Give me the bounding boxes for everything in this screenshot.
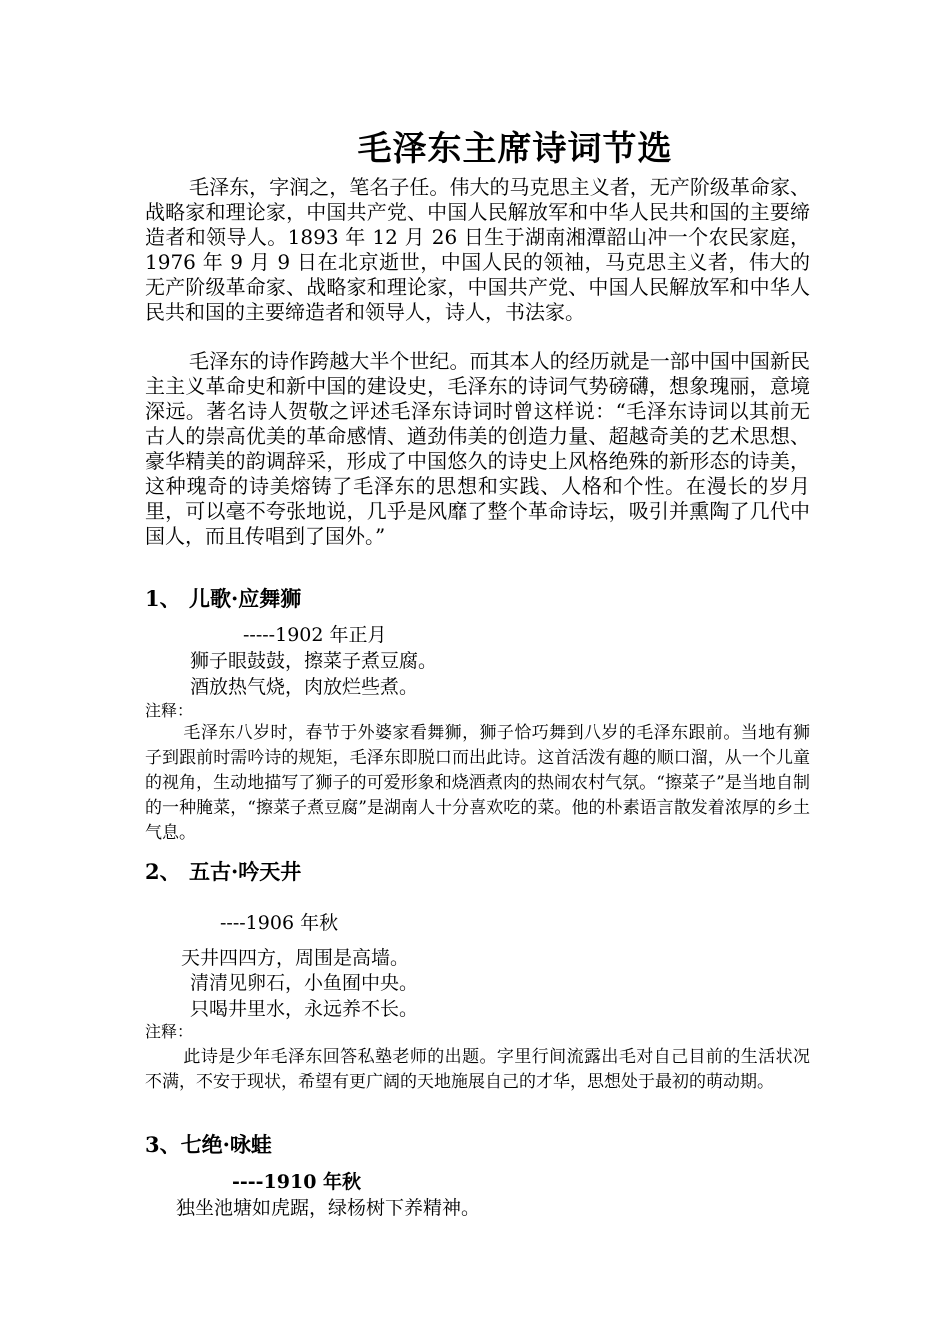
poem-2-title: 五古·吟天井 [189,859,302,884]
poem-2-note-text: 此诗是少年毛泽东回答私塾老师的出题。字里行间流露出毛对自己目前的生活状况不满，不安于现状，希望有更广阔的天地施展自己的才华，思想处于最初的萌动期。 [145,1047,810,1092]
poem-1-line-2: 酒放热气烧，肉放烂些煮。 [190,676,419,698]
poem-2-note [145,1045,810,1095]
intro-paragraph-2-text: 毛泽东的诗作跨越大半个世纪。而其本人的经历就是一部中国中国新民主主义革命史和新中国的建设史，毛泽东的诗词气势磅礴，想象瑰丽，意境深远。著名诗人贺敬之评述毛泽东诗词时曾这样说：“毛泽东诗词以其前无古人的崇高优美的革命感情、遒劲伟美的创造力量、超越奇美的艺术思想、豪华精美的韵调辞采，形成了中国悠久的诗史上风格绝殊的新形态的诗美，这种瑰奇的诗美熔铸了毛泽东的思想和实践、人格和个性。在漫长的岁月里，可以毫不夸张地说，几乎是风靡了整个革命诗坛，吸引并熏陶了几代中国人，而且传唱到了国外。” [145,349,810,548]
poem-2-line-1: 天井四四方，周围是高墙。 [181,947,410,969]
intro-paragraph-2 [145,349,810,549]
intro-paragraph-1-text: 毛泽东，字润之，笔名子任。伟大的马克思主义者，无产阶级革命家、战略家和理论家，中国共产党、中国人民解放军和中华人民共和国的主要缔造者和领导人。1893 年 12 月 26 日生于湖南湘潭韶山冲一个农民家庭，1976 年 9 月 9 日在北京逝世，中国人民的领袖，马克思主义者，伟大的无产阶级革命家、战略家和理论家，中国共产党、中国人民解放军和中华人民共和国的主要缔造者和领导人，诗人，书法家。 [145,175,810,324]
poem-1-line-1: 狮子眼鼓鼓，擦菜子煮豆腐。 [190,650,438,672]
poem-1-number: 1、 [145,586,181,611]
poem-3-number: 3、 [145,1132,181,1157]
poem-1-title: 儿歌·应舞狮 [189,586,302,611]
poem-3-line-1: 独坐池塘如虎踞，绿杨树下养精神。 [176,1197,481,1219]
poem-1-note [145,721,810,846]
poem-1-heading [145,584,301,614]
poem-2-heading [145,857,301,887]
poem-1-date: -----1902 年正月 [243,624,387,646]
poem-2-date: ----1906 年秋 [220,912,339,934]
poem-2-line-3: 只喝井里水，永远养不长。 [190,998,419,1020]
poem-3-heading [145,1130,272,1160]
poem-3-title: 七绝·咏蛙 [180,1132,272,1157]
poem-2-number: 2、 [145,859,181,884]
poem-1-note-text: 毛泽东八岁时，春节于外婆家看舞狮，狮子恰巧舞到八岁的毛泽东跟前。当地有狮子到跟前时需吟诗的规矩，毛泽东即脱口而出此诗。这首活泼有趣的顺口溜，从一个儿童的视角，生动地描写了狮子的可爱形象和烧酒煮肉的热闹农村气氛。“擦菜子”是当地自制的一种腌菜，“擦菜子煮豆腐”是湖南人十分喜欢吃的菜。他的朴素语言散发着浓厚的乡土气息。 [145,723,810,843]
poem-2-note-label: 注释： [145,1022,194,1041]
poem-2-line-2: 清清见卵石，小鱼囿中央。 [190,972,419,994]
intro-paragraph-1 [145,175,810,325]
page-title: 毛泽东主席诗词节选 [357,129,673,169]
poem-3-date: ----1910 年秋 [232,1171,362,1193]
poem-1-note-label: 注释： [145,701,194,720]
